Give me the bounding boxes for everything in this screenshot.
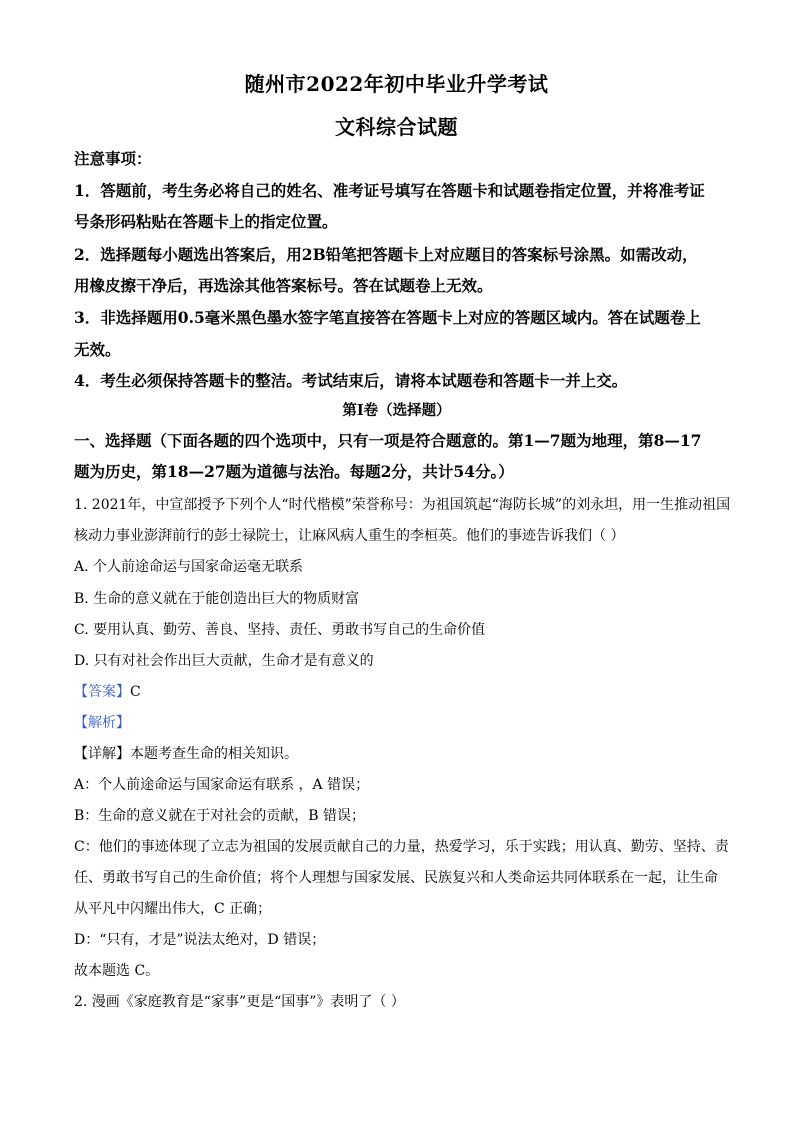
exam-title: 随州市2022年初中毕业升学考试 [244,72,549,96]
notice-item-4: 4．考生必须保持答题卡的整洁。考试结束后，请将本试题卷和答题卡一并上交。 [74,371,628,390]
question-1-option-a: A. 个人前途命运与国家命运毫无联系 [74,559,304,575]
detail-line-8: 故本题选 C。 [74,963,160,979]
detail-line-2: A：个人前途命运与国家命运有联系 ，A 错误； [74,777,370,793]
notice-item-1a: 1．答题前，考生务必将自己的姓名、准考证号填写在答题卡和试题卷指定位置，并将准考证 [74,181,705,200]
question-1-stem-2: 核动力事业澎湃前行的彭士禄院士，让麻风病人重生的李桓英。他们的事迹告诉我们（ ） [74,528,625,544]
answer-label: 【答案】 [74,684,130,700]
notice-item-3a: 3．非选择题用0.5毫米黑色墨水签字笔直接答在答题卡上对应的答题区域内。答在试题卷上 [74,308,701,327]
detail-line-3: B：生命的意义就在于对社会的贡献，B 错误； [74,808,366,824]
question-2-stem: 2. 漫画《家庭教育是“家事”更是“国事”》表明了（ ） [74,994,405,1010]
notice-item-2b: 用橡皮擦干净后，再选涂其他答案标号。答在试题卷上无效。 [74,276,493,295]
exam-subtitle: 文科综合试题 [335,115,458,139]
notice-heading: 注意事项： [74,149,152,168]
detail-line-1: 【详解】本题考查生命的相关知识。 [74,746,298,762]
analysis-label: 【解析】 [74,715,130,731]
detail-line-7: D：“只有，才是”说法太绝对，D 错误； [74,932,326,948]
question-1-option-d: D. 只有对社会作出巨大贡献，生命才是有意义的 [74,653,374,669]
detail-line-5: 任、勇敢书写自己的生命价值；将个人理想与国家发展、民族复兴和人类命运共同体联系在一起，让生命 [74,870,718,886]
volume-heading: 第I卷（选择题） [342,402,451,419]
notice-item-3b: 无效。 [74,340,121,359]
section-intro-2: 题为历史，第18—27题为道德与法治。每题2分，共计54分。） [74,462,514,481]
notice-item-1b: 号条形码粘贴在答题卡上的指定位置。 [74,212,338,231]
question-1-option-c: C. 要用认真、勤劳、善良、坚持、责任、勇敢书写自己的生命价值 [74,622,486,638]
question-1-stem-1: 1. 2021年，中宣部授予下列个人“时代楷模”荣誉称号：为祖国筑起“海防长城”的刘永坦，用一生推动祖国 [74,497,731,513]
section-intro-1: 一、选择题（下面各题的四个选项中，只有一项是符合题意的。第1—7题为地理，第8—17 [74,431,702,450]
question-1-answer [74,682,724,702]
question-1-option-b: B. 生命的意义就在于能创造出巨大的物质财富 [74,591,360,607]
notice-item-2a: 2．选择题每小题选出答案后，用2B铅笔把答题卡上对应题目的答案标号涂黑。如需改动， [74,245,698,264]
answer-value: C [130,684,141,700]
detail-line-6: 从平凡中闪耀出伟大，C 正确； [74,901,272,917]
detail-line-4: C：他们的事迹体现了立志为祖国的发展贡献自己的力量，热爱学习，乐于实践；用认真、勤劳、坚持、责 [74,839,729,855]
